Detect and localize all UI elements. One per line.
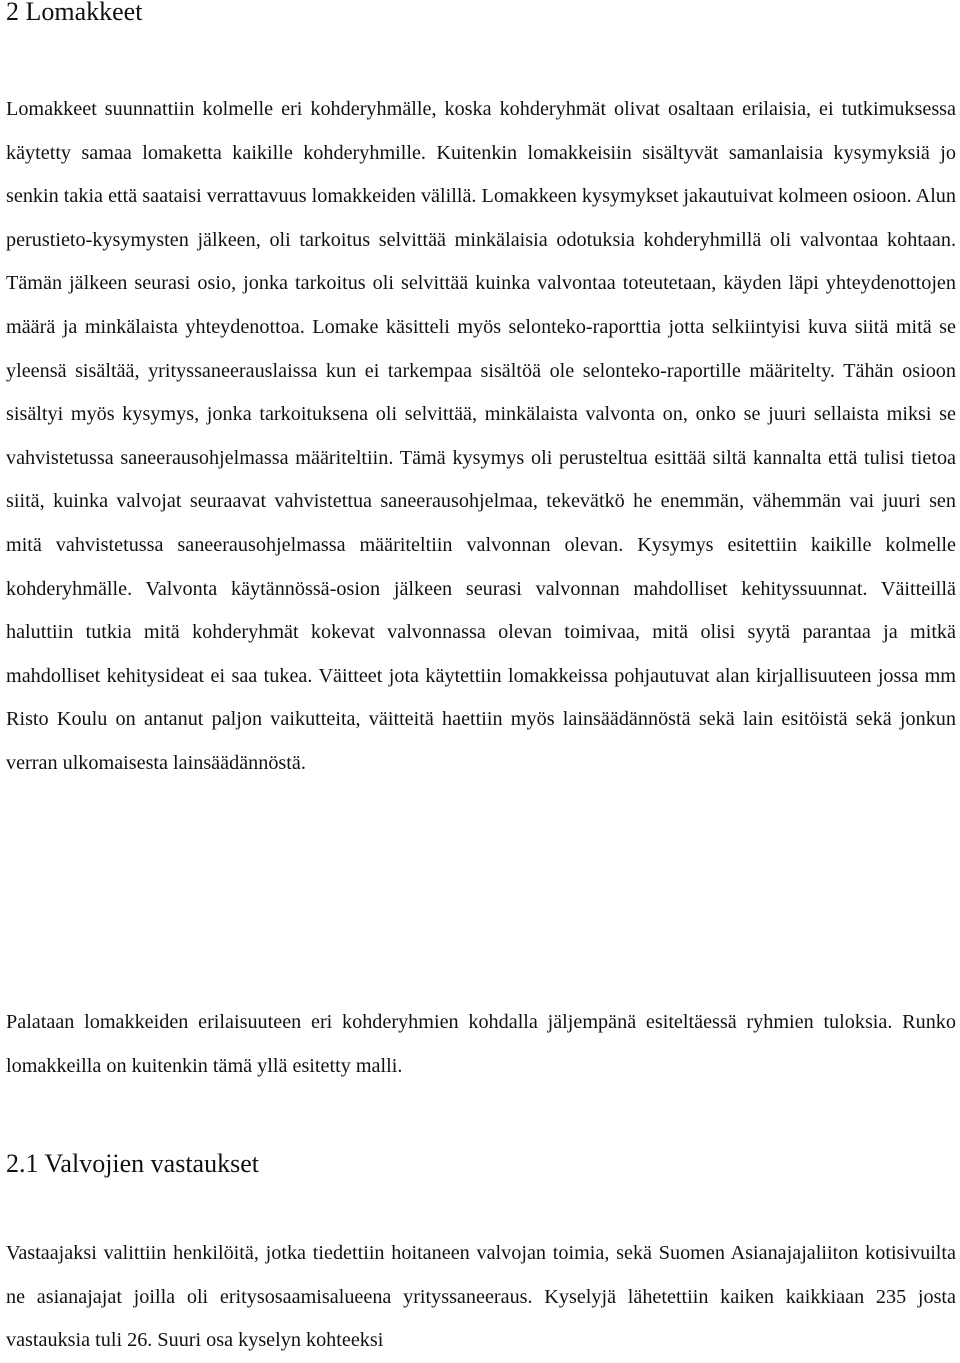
section-heading: 2 Lomakkeet — [6, 0, 143, 26]
subsection-heading: 2.1 Valvojien vastaukset — [6, 1149, 259, 1178]
paragraph-forms-differences: Palataan lomakkeiden erilaisuuteen eri kohderyhmien kohdalla jäljempänä esiteltäessä ryhmien tuloksia. Runko lomakkeilla on kuitenkin tämä yllä esitetty malli. — [6, 1011, 956, 1077]
paragraph-forms-description: Lomakkeet suunnattiin kolmelle eri kohderyhmälle, koska kohderyhmät olivat osaltaan erilaisia, ei tutkimuksessa käytetty samaa lomaketta kaikille kohderyhmille. Kuitenkin lomakkeisiin sisältyvät samanlaisia kysymyksiä jo senkin takia että saataisi verrattavuus lomakkeiden välillä. Lomakkeen kysymykset jakautuivat kolmeen osioon. Alun perustieto-kysymysten jälkeen, oli tarkoitus selvittää minkälaisia odotuksia kohderyhmillä oli valvontaa kohtaan. Tämän jälkeen seurasi osio, jonka tarkoitus oli selvittää kuinka valvontaa toteutetaan, käyden läpi yhteydenottojen määrä ja minkälaista yhteydenottoa. Lomake käsitteli myös selonteko-raporttia jotta selkiintyisi kuva siitä mitä se yleensä sisältää, yrityssaneerauslaissa kun ei tarkempaa sisältöä ole selonteko-raportille määritelty. Tähän osioon sisältyi myös kysymys, jonka tarkoituksena oli selvittää, minkälaista valvonta on, onko se juuri sellaista miksi se vahvistetussa saneerausohjelmassa määriteltiin. Tämä kysymys oli perusteltua esittää siltä kannalta että tulisi tietoa siitä, kuinka valvojat seuraavat vahvistettua saneerausohjelmaa, tekevätkö he enemmän, vähemmän vai juuri sen mitä vahvistetussa saneerausohjelmassa määriteltiin valvonnan olevan. Kysymys esitettiin kaikille kolmelle kohderyhmälle. Valvonta käytännössä-osion jälkeen seurasi valvonnan mahdolliset kehityssuunnat. Väitteillä haluttiin tutkia mitä kohderyhmät kokevat valvonnassa olevan toimivaa, mitä olisi syytä parantaa ja mitkä mahdolliset kehitysideat ei saa tukea. Väitteet jota käytettiin lomakkeissa pohjautuvat alan kirjallisuuteen jossa mm Risto Koulu on antanut paljon vaikutteita, väitteitä haettiin myös lainsäädännöstä sekä lain esitöistä sekä jonkun verran ulkomaisesta lainsäädännöstä. — [6, 98, 956, 774]
paragraph-respondents: Vastaajaksi valittiin henkilöitä, jotka tiedettiin hoitaneen valvojan toimia, sekä Suomen Asianajajaliiton kotisivuilta ne asianajajat joilla oli eritysosaamisalueena yrityssaneeraus. Kyselyjä lähetettiin kaiken kaikkiaan 235 josta vastauksia tuli 26. Suuri osa kyselyn kohteeksi — [6, 1242, 956, 1352]
